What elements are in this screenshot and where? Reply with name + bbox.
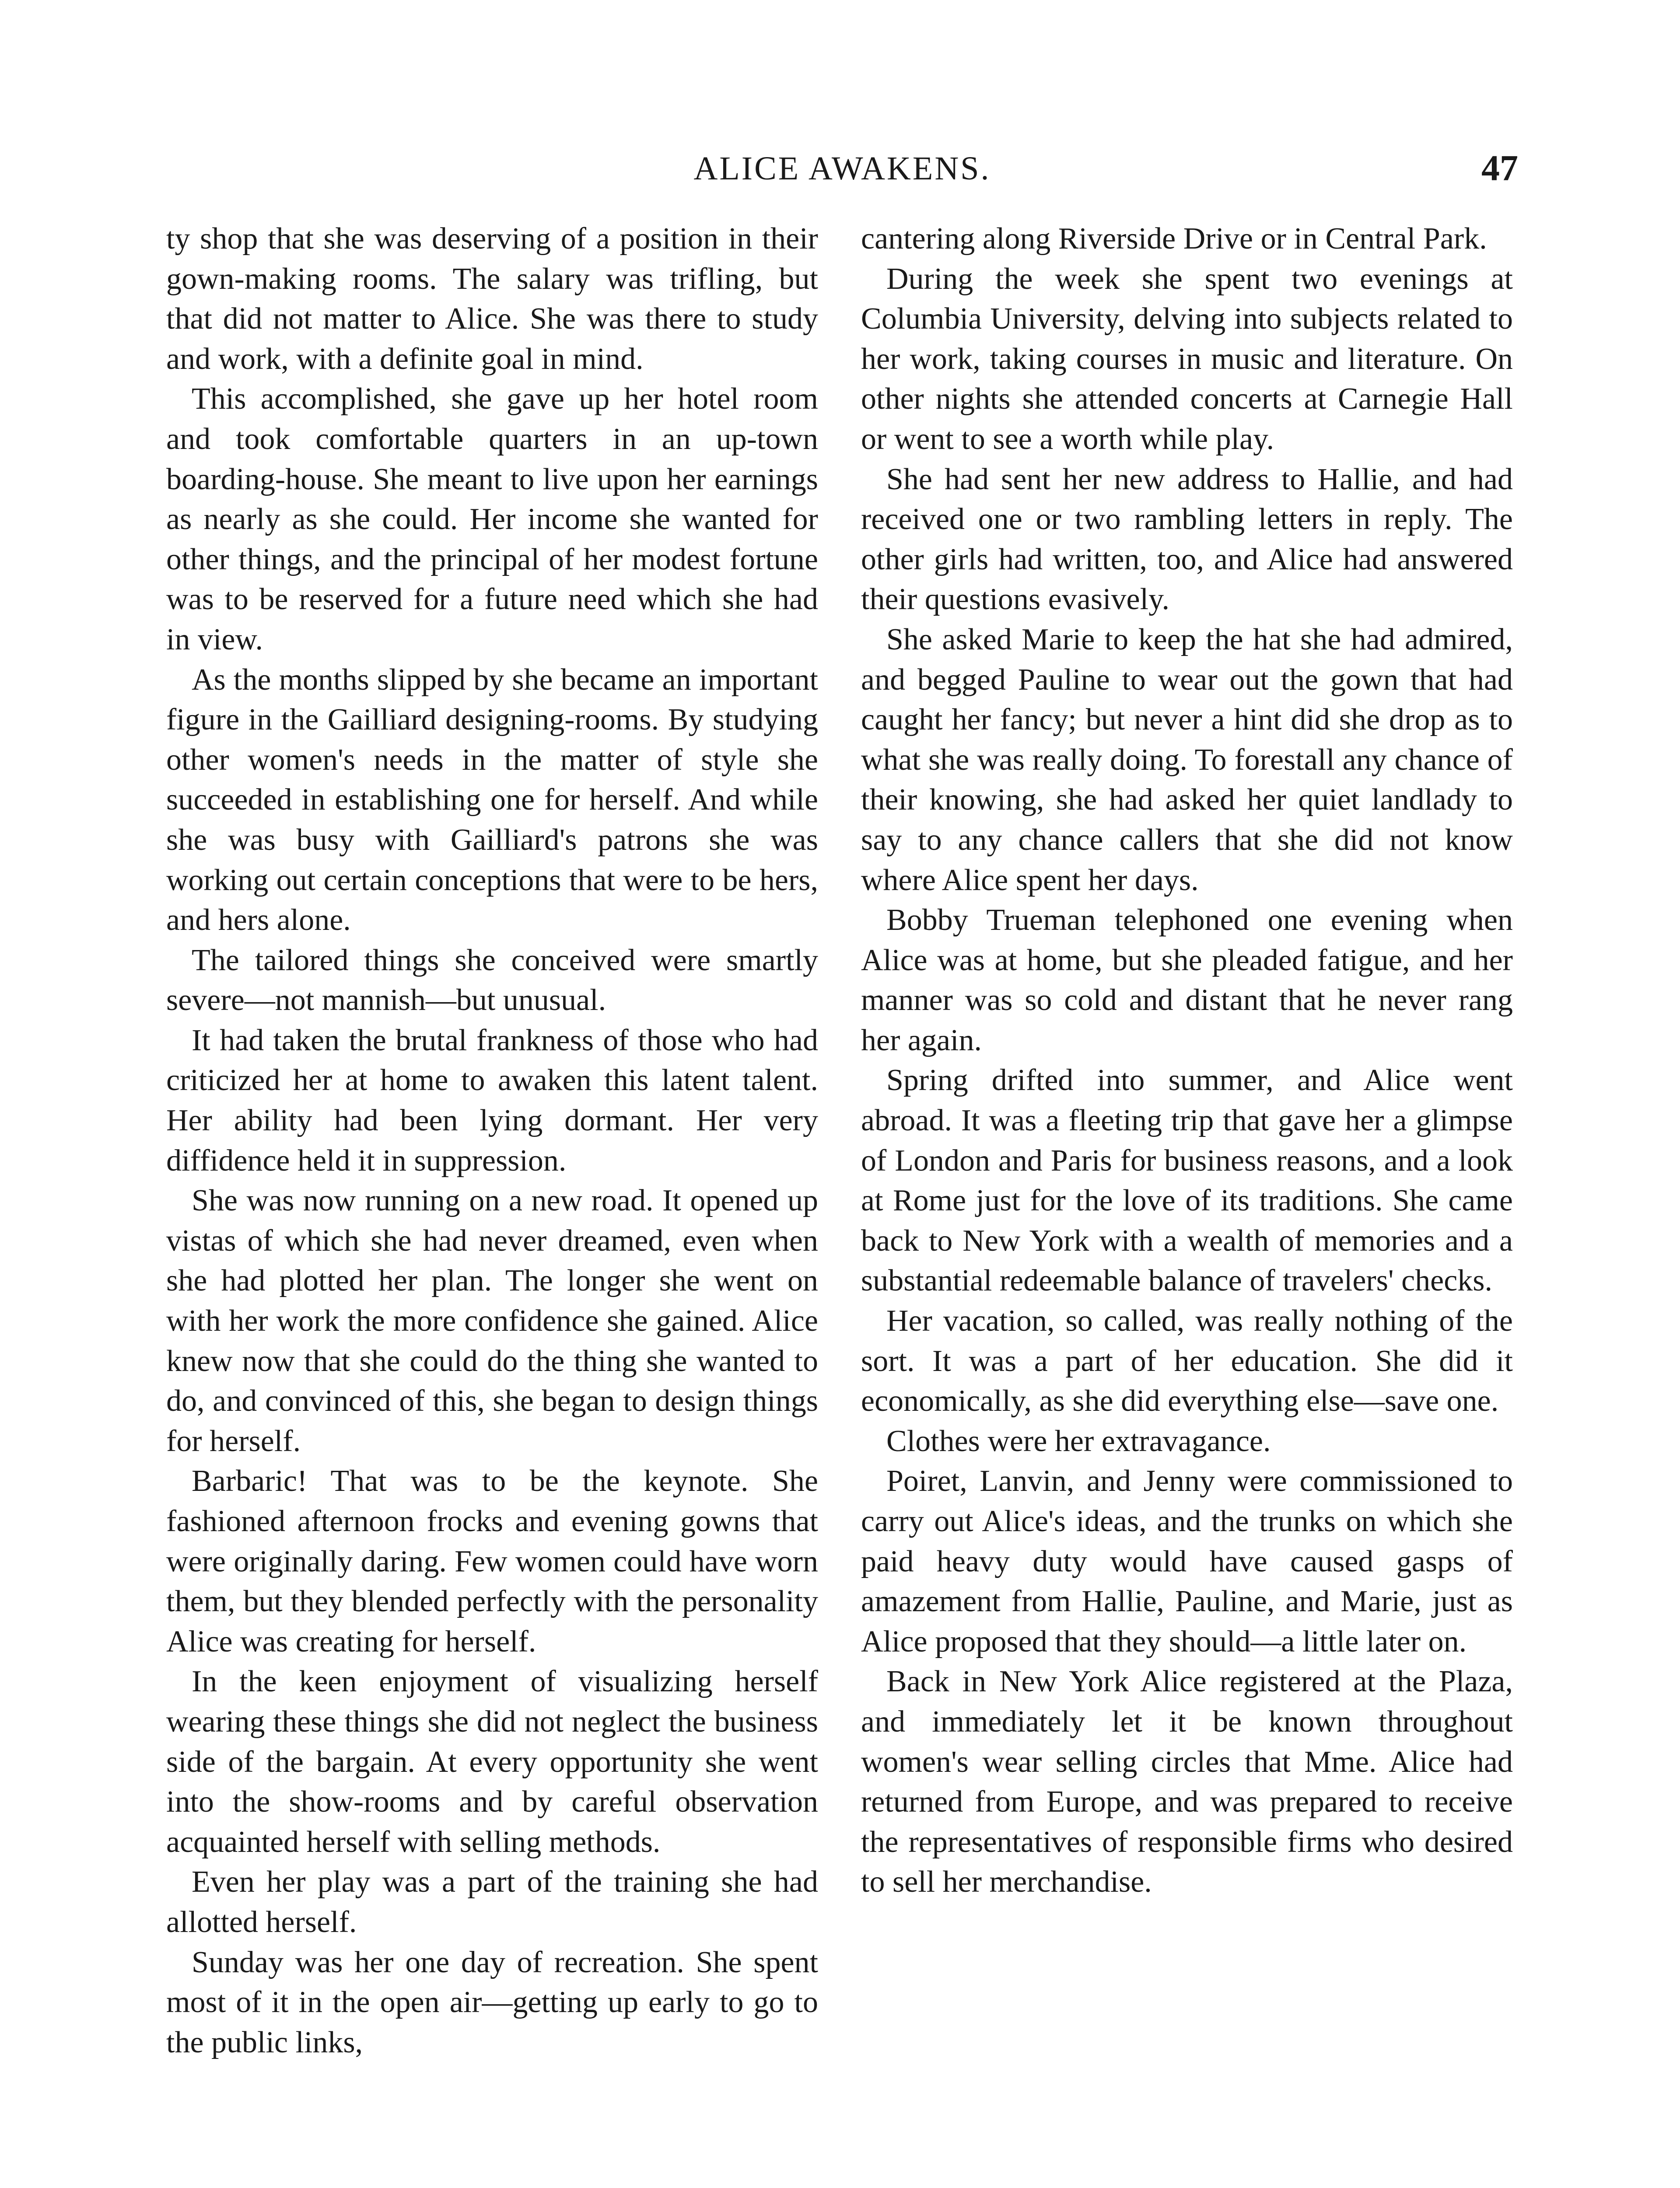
paragraph: Even her play was a part of the training she had allotted herself. — [166, 1865, 818, 1939]
paragraph: Sunday was her one day of recreation. She spent most of it in the open air—getting up early to go to the public links, — [166, 1945, 818, 2059]
paragraph: cantering along Riverside Drive or in Central Park. — [861, 222, 1487, 256]
paragraph: This accomplished, she gave up her hotel room and took comfortable quarters in an up-town boarding-house. She meant to live upon her earnings as nearly as she could. Her income she wanted for other things, and the principal of her modest fortune was to be reserved for a future need which she had in view. — [166, 382, 818, 656]
paragraph: Spring drifted into summer, and Alice went abroad. It was a fleeting trip that gave her a glimpse of London and Paris for business reasons, and a look at Rome just for the love of its traditions. She came back to New York with a wealth of memories and a substantial redeemable balance of travelers' checks. — [861, 1063, 1513, 1298]
paragraph: Barbaric! That was to be the keynote. She fashioned afternoon frocks and evening gowns that were originally daring. Few women could have worn them, but they blended perfectly with the personality Alice was creating for herself. — [166, 1464, 818, 1659]
paragraph: She was now running on a new road. It opened up vistas of which she had never dreamed, even when she had plotted her plan. The longer she went on with her work the more confidence she gained. Alice knew now that she could do the thing she wanted to do, and convinced of this, she began to design things for herself. — [166, 1184, 818, 1458]
paragraph: During the week she spent two evenings at Columbia University, delving into subjects related to her work, taking courses in music and literature. On other nights she attended concerts at Carnegie Hall or went to see a worth while play. — [861, 262, 1513, 456]
paragraph: She had sent her new address to Hallie, and had received one or two rambling letters in reply. The other girls had written, too, and Alice had answered their questions evasively. — [861, 462, 1513, 617]
paragraph: Poiret, Lanvin, and Jenny were commissioned to carry out Alice's ideas, and the trunks on which she paid heavy duty would have caused gasps of amazement from Hallie, Pauline, and Marie, just as Alice proposed that they should—a little later on. — [861, 1464, 1513, 1659]
paragraph: Bobby Trueman telephoned one evening when Alice was at home, but she pleaded fatigue, and her manner was so cold and distant that he never rang her again. — [861, 903, 1513, 1057]
paragraph: Back in New York Alice registered at the Plaza, and immediately let it be known throughout women's wear selling circles that Mme. Alice had returned from Europe, and was prepared to receive the representatives of responsible firms who desired to sell her merchandise. — [861, 1665, 1513, 1899]
running-title: ALICE AWAKENS. — [693, 150, 991, 187]
paragraph: Her vacation, so called, was really nothing of the sort. It was a part of her education. She did it economically, as she did everything else—save one. — [861, 1304, 1513, 1418]
paragraph: She asked Marie to keep the hat she had admired, and begged Pauline to wear out the gown that had caught her fancy; but never a hint did she drop as to what she was really doing. To forestall any chance of their knowing, she had asked her quiet landlady to say to any chance callers that she did not know where Alice spent her days. — [861, 622, 1513, 897]
paragraph: The tailored things she conceived were smartly severe—not mannish—but unusual. — [166, 943, 818, 1017]
page-number: 47 — [1481, 148, 1518, 189]
paragraph: ty shop that she was deserving of a position in their gown-making rooms. The salary was trifling, but that did not matter to Alice. She was there to study and work, with a definite goal in mind. — [166, 222, 818, 376]
running-head — [166, 144, 1518, 193]
paragraph: In the keen enjoyment of visualizing herself wearing these things she did not neglect the business side of the bargain. At every opportunity she went into the show-rooms and by careful observation acquainted herself with selling methods. — [166, 1665, 818, 1859]
left-column — [166, 219, 818, 2062]
paragraph: It had taken the brutal frankness of those who had criticized her at home to awaken this latent talent. Her ability had been lying dormant. Her very diffidence held it in suppression. — [166, 1023, 818, 1178]
right-column — [861, 219, 1513, 1902]
paragraph: Clothes were her extravagance. — [886, 1424, 1271, 1458]
paragraph: As the months slipped by she became an important figure in the Gailliard designing-rooms. By studying other women's needs in the matter of style she succeeded in establishing one for herself. And while she was busy with Gailliard's patrons she was working out certain conceptions that were to be hers, and hers alone. — [166, 663, 818, 937]
